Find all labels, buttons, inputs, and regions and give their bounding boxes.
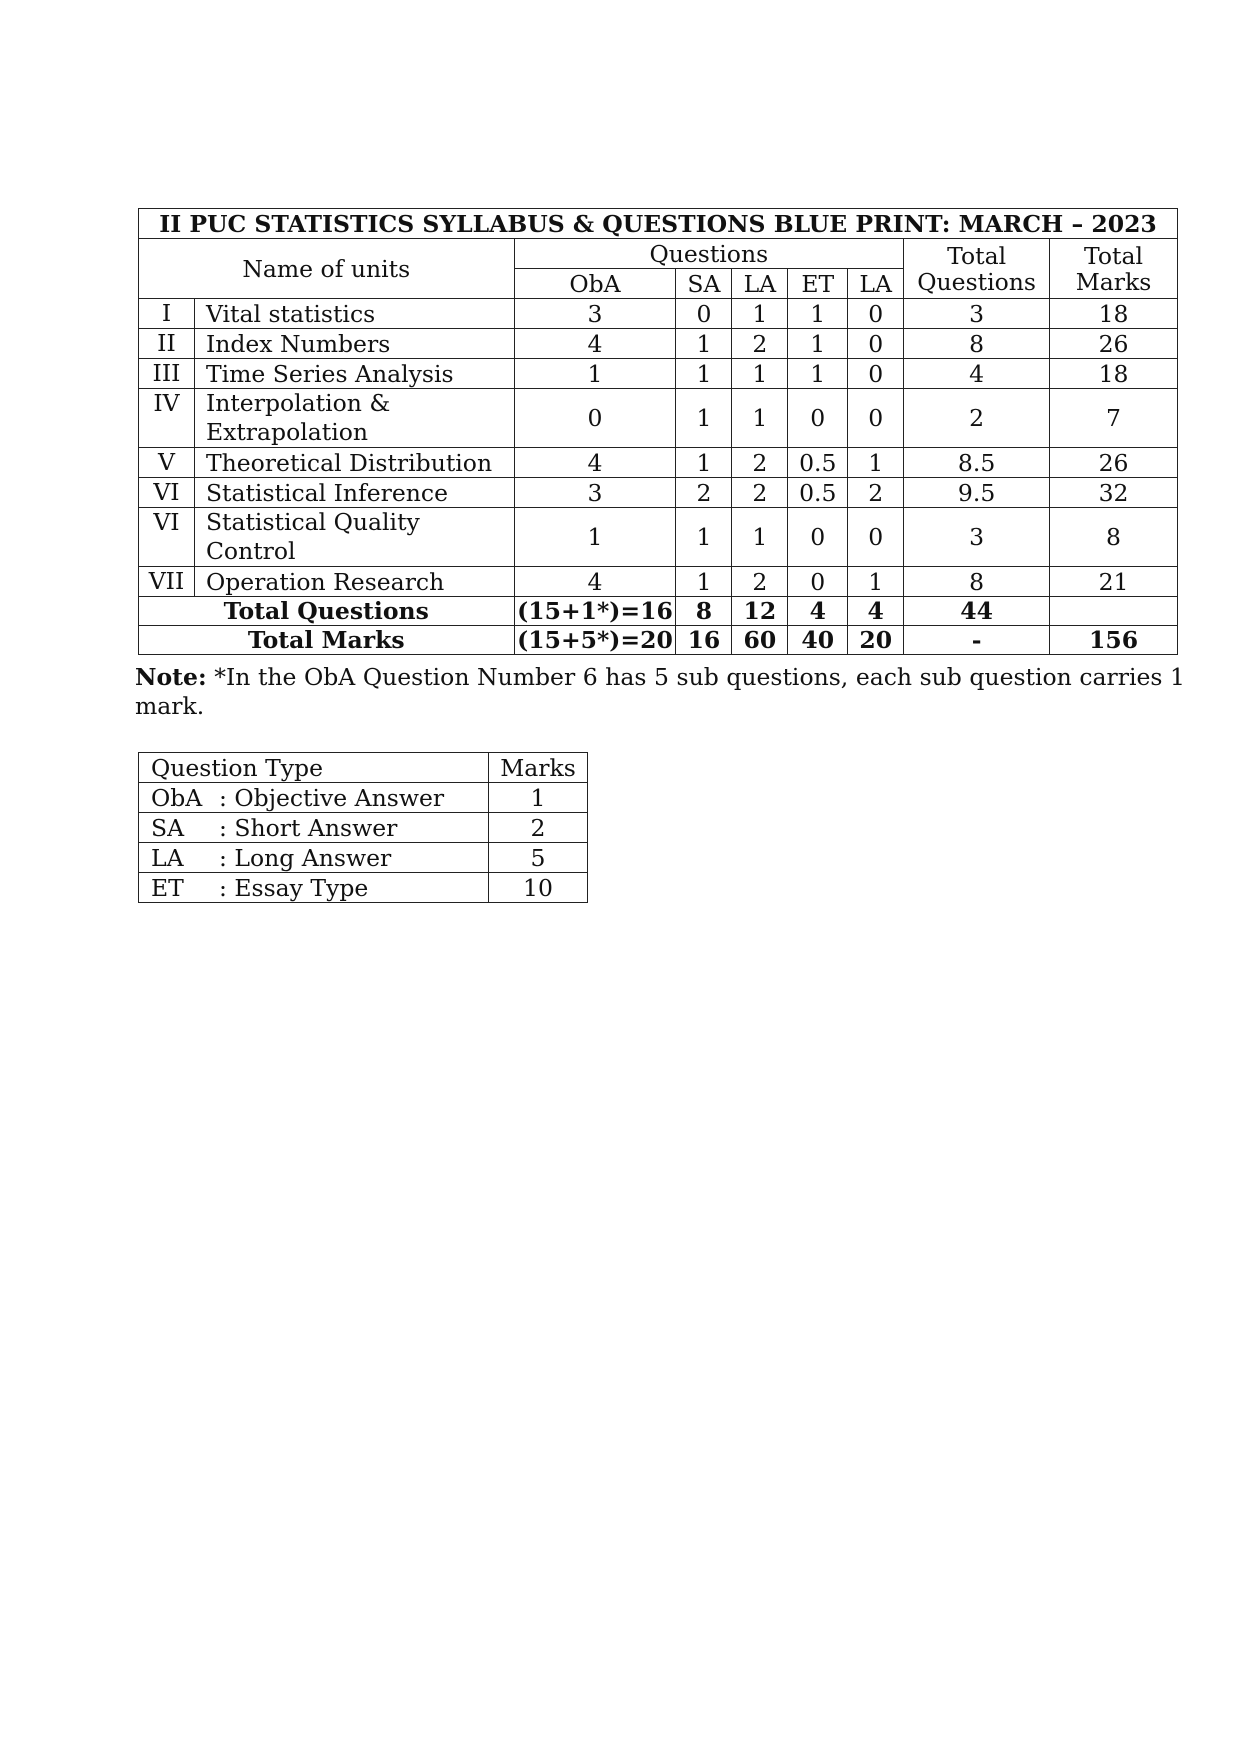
question-type-abbr: ObA (151, 783, 203, 812)
total-marks-label: Total Marks (139, 626, 515, 655)
question-type-desc: : Long Answer (219, 843, 392, 872)
cell-la: 2 (732, 567, 788, 597)
cell-la-2: 1 (848, 448, 904, 478)
total-marks-sa: 16 (676, 626, 732, 655)
total-marks-total-m: 156 (1050, 626, 1178, 655)
header-total-questions-line2: Questions (917, 267, 1036, 296)
question-type-marks: 2 (489, 813, 588, 843)
cell-total-marks: 18 (1050, 299, 1178, 329)
table-row (139, 567, 1178, 597)
question-type-abbr: SA (151, 813, 185, 842)
header-la: LA (732, 269, 788, 299)
cell-total-marks: 7 (1050, 389, 1178, 448)
cell-la-2: 0 (848, 389, 904, 448)
note (135, 663, 1185, 721)
unit-name: Time Series Analysis (194, 359, 514, 389)
note-text: *In the ObA Question Number 6 has 5 sub questions, each sub question carries 1 mark. (135, 663, 1185, 720)
cell-oba: 0 (514, 389, 676, 448)
table-row (139, 389, 1178, 448)
unit-number: IV (139, 389, 195, 448)
cell-et: 1 (788, 329, 848, 359)
total-questions-sa: 8 (676, 597, 732, 626)
unit-number: I (139, 299, 195, 329)
total-questions-total-q: 44 (904, 597, 1050, 626)
total-questions-la-2: 4 (848, 597, 904, 626)
cell-sa: 1 (676, 359, 732, 389)
total-marks-total-q: - (904, 626, 1050, 655)
unit-name-line2: Extrapolation (205, 418, 368, 446)
cell-oba: 3 (514, 299, 676, 329)
header-questions: Questions (514, 239, 904, 269)
unit-name-line2: Control (205, 537, 296, 565)
blueprint-table (138, 208, 1178, 655)
header-total-marks (1050, 239, 1178, 299)
unit-name: Operation Research (194, 567, 514, 597)
header-oba: ObA (514, 269, 676, 299)
cell-oba: 1 (514, 359, 676, 389)
unit-name: Theoretical Distribution (194, 448, 514, 478)
total-questions-label: Total Questions (139, 597, 515, 626)
question-type-abbr: LA (151, 843, 184, 872)
cell-total-questions: 8 (904, 567, 1050, 597)
cell-et: 1 (788, 299, 848, 329)
cell-la-2: 2 (848, 478, 904, 508)
cell-la-2: 0 (848, 299, 904, 329)
header-et: ET (788, 269, 848, 299)
total-questions-et: 4 (788, 597, 848, 626)
cell-oba: 4 (514, 448, 676, 478)
question-type-abbr: ET (151, 873, 184, 902)
cell-la-2: 1 (848, 567, 904, 597)
cell-total-marks: 8 (1050, 508, 1178, 567)
cell-total-questions: 2 (904, 389, 1050, 448)
cell-sa: 1 (676, 389, 732, 448)
cell-oba: 3 (514, 478, 676, 508)
cell-oba: 4 (514, 329, 676, 359)
header-name-of-units: Name of units (139, 239, 515, 299)
question-types-table (138, 752, 588, 903)
cell-et: 0 (788, 508, 848, 567)
cell-total-marks: 26 (1050, 329, 1178, 359)
table-row (139, 873, 588, 903)
question-type-marks: 1 (489, 783, 588, 813)
table-row (139, 508, 1178, 567)
cell-la: 2 (732, 478, 788, 508)
header-sa: SA (676, 269, 732, 299)
unit-number: VI (139, 478, 195, 508)
unit-name: Index Numbers (194, 329, 514, 359)
unit-name: Vital statistics (194, 299, 514, 329)
header-la-2: LA (848, 269, 904, 299)
unit-number: III (139, 359, 195, 389)
cell-sa: 1 (676, 448, 732, 478)
cell-la: 2 (732, 448, 788, 478)
question-type-cell (139, 813, 489, 843)
total-marks-la-2: 20 (848, 626, 904, 655)
question-types-header-row (139, 753, 588, 783)
table-row (139, 329, 1178, 359)
cell-et: 0.5 (788, 478, 848, 508)
header-marks: Marks (489, 753, 588, 783)
unit-number: II (139, 329, 195, 359)
total-marks-la: 60 (732, 626, 788, 655)
total-marks-row (139, 626, 1178, 655)
cell-et: 1 (788, 359, 848, 389)
cell-la-2: 0 (848, 508, 904, 567)
cell-la: 1 (732, 508, 788, 567)
cell-total-marks: 21 (1050, 567, 1178, 597)
table-row (139, 359, 1178, 389)
table-title: II PUC STATISTICS SYLLABUS & QUESTIONS BLUE PRINT: MARCH – 2023 (139, 209, 1178, 239)
total-questions-row (139, 597, 1178, 626)
table-row (139, 783, 588, 813)
cell-sa: 0 (676, 299, 732, 329)
cell-la: 1 (732, 299, 788, 329)
cell-total-questions: 8.5 (904, 448, 1050, 478)
title-row (139, 209, 1178, 239)
unit-number: V (139, 448, 195, 478)
cell-total-questions: 9.5 (904, 478, 1050, 508)
unit-name: Statistical Inference (194, 478, 514, 508)
question-type-desc: : Objective Answer (219, 783, 445, 812)
cell-la-2: 0 (848, 359, 904, 389)
header-total-questions (904, 239, 1050, 299)
cell-et: 0.5 (788, 448, 848, 478)
unit-name-line1: Statistical Quality (205, 508, 420, 536)
total-questions-la: 12 (732, 597, 788, 626)
header-row-1 (139, 239, 1178, 269)
question-type-desc: : Essay Type (219, 873, 369, 902)
question-type-cell (139, 843, 489, 873)
cell-la: 1 (732, 389, 788, 448)
cell-sa: 1 (676, 329, 732, 359)
header-total-questions-line1: Total (947, 241, 1007, 270)
total-marks-et: 40 (788, 626, 848, 655)
table-row (139, 813, 588, 843)
unit-number: VI (139, 508, 195, 567)
cell-la-2: 0 (848, 329, 904, 359)
total-questions-total-m (1050, 597, 1178, 626)
table-row (139, 299, 1178, 329)
unit-name (194, 389, 514, 448)
header-question-type: Question Type (139, 753, 489, 783)
table-row (139, 448, 1178, 478)
cell-sa: 1 (676, 567, 732, 597)
header-total-marks-line1: Total (1084, 241, 1144, 270)
table-row (139, 478, 1178, 508)
cell-sa: 2 (676, 478, 732, 508)
cell-oba: 1 (514, 508, 676, 567)
unit-name-line1: Interpolation & (205, 389, 391, 417)
unit-number: VII (139, 567, 195, 597)
header-total-marks-line2: Marks (1075, 267, 1152, 296)
cell-total-questions: 4 (904, 359, 1050, 389)
cell-total-marks: 32 (1050, 478, 1178, 508)
cell-sa: 1 (676, 508, 732, 567)
cell-total-questions: 3 (904, 299, 1050, 329)
cell-et: 0 (788, 389, 848, 448)
cell-total-marks: 26 (1050, 448, 1178, 478)
total-questions-oba: (15+1*)=16 (514, 597, 676, 626)
cell-et: 0 (788, 567, 848, 597)
cell-oba: 4 (514, 567, 676, 597)
question-type-desc: : Short Answer (219, 813, 398, 842)
unit-name (194, 508, 514, 567)
cell-total-marks: 18 (1050, 359, 1178, 389)
cell-la: 1 (732, 359, 788, 389)
question-type-cell (139, 783, 489, 813)
table-row (139, 843, 588, 873)
note-label: Note: (135, 663, 207, 691)
cell-la: 2 (732, 329, 788, 359)
total-marks-oba: (15+5*)=20 (514, 626, 676, 655)
cell-total-questions: 8 (904, 329, 1050, 359)
question-type-cell (139, 873, 489, 903)
cell-total-questions: 3 (904, 508, 1050, 567)
question-type-marks: 5 (489, 843, 588, 873)
question-type-marks: 10 (489, 873, 588, 903)
